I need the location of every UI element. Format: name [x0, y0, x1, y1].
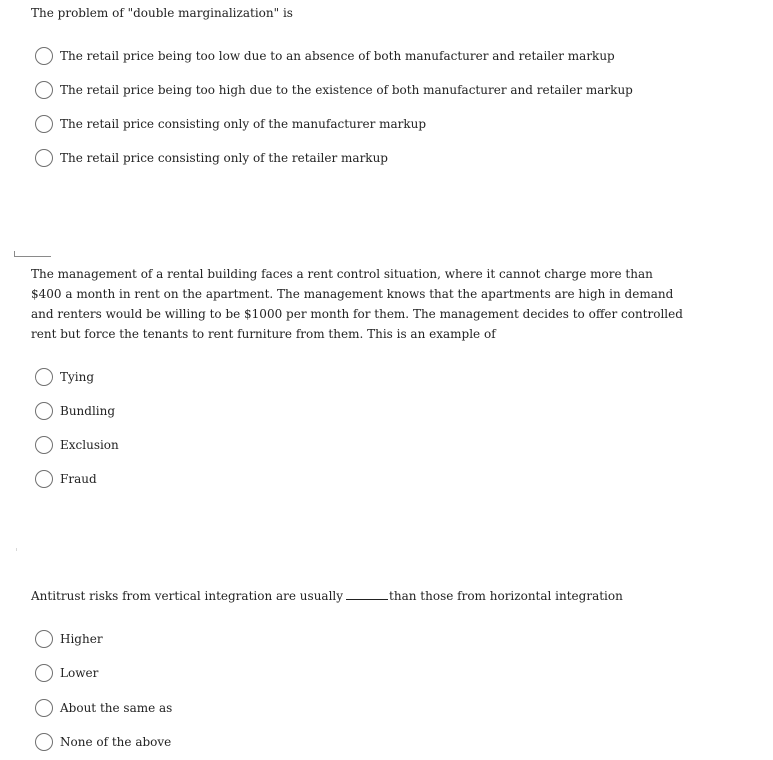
radio-button[interactable] — [35, 664, 53, 682]
answer-blank — [346, 587, 388, 600]
question-3-option-2[interactable] — [35, 662, 98, 684]
option-label: Bundling — [60, 404, 116, 418]
question-1-option-2[interactable] — [35, 79, 633, 101]
question-2-option-2[interactable] — [35, 400, 115, 422]
radio-button[interactable] — [35, 115, 53, 133]
faint-mark — [16, 548, 17, 551]
option-label: Higher — [60, 632, 103, 646]
radio-button[interactable] — [35, 699, 53, 717]
option-label: The retail price being too high due to the existence of both manufacturer and retailer markup — [60, 83, 633, 97]
question-2-text: The management of a rental building faces a rent control situation, where it cannot charge more than $400 a month in rent on the apartment. The management knows that the apartments are high in demand and renters would be willing to be $1000 per month for them. The management decides to offer controlled rent but force the tenants to rent furniture from them. This is an example of — [31, 267, 683, 341]
option-label: The retail price being too low due to an absence of both manufacturer and retailer markup — [60, 49, 615, 63]
option-label: About the same as — [60, 701, 173, 715]
question-3-text-before: Antitrust risks from vertical integration are usually — [31, 589, 344, 603]
option-label: Exclusion — [60, 438, 119, 452]
radio-button[interactable] — [35, 733, 53, 751]
radio-button[interactable] — [35, 47, 53, 65]
radio-button[interactable] — [35, 81, 53, 99]
radio-button[interactable] — [35, 368, 53, 386]
option-label: Lower — [60, 666, 99, 680]
question-1-option-1[interactable] — [35, 45, 615, 67]
question-2-option-4[interactable] — [35, 468, 97, 490]
option-label: Fraud — [60, 472, 97, 486]
question-2-option-3[interactable] — [35, 434, 119, 456]
radio-button[interactable] — [35, 470, 53, 488]
option-label: Tying — [60, 370, 95, 384]
question-3-option-4[interactable] — [35, 731, 171, 753]
question-3-text-after: than those from horizontal integration — [389, 589, 623, 603]
question-3-option-1[interactable] — [35, 628, 103, 650]
radio-button[interactable] — [35, 149, 53, 167]
question-3-option-3[interactable] — [35, 697, 172, 719]
question-3-text — [31, 586, 751, 606]
radio-button[interactable] — [35, 630, 53, 648]
option-label: The retail price consisting only of the manufacturer markup — [60, 117, 427, 131]
question-2-option-1[interactable] — [35, 366, 94, 388]
option-label: None of the above — [60, 735, 172, 749]
question-1-option-3[interactable] — [35, 113, 426, 135]
section-divider — [14, 251, 51, 257]
question-1-option-4[interactable] — [35, 147, 388, 169]
radio-button[interactable] — [35, 436, 53, 454]
question-1-text: The problem of "double marginalization" is — [31, 6, 293, 20]
option-label: The retail price consisting only of the retailer markup — [60, 151, 388, 165]
radio-button[interactable] — [35, 402, 53, 420]
